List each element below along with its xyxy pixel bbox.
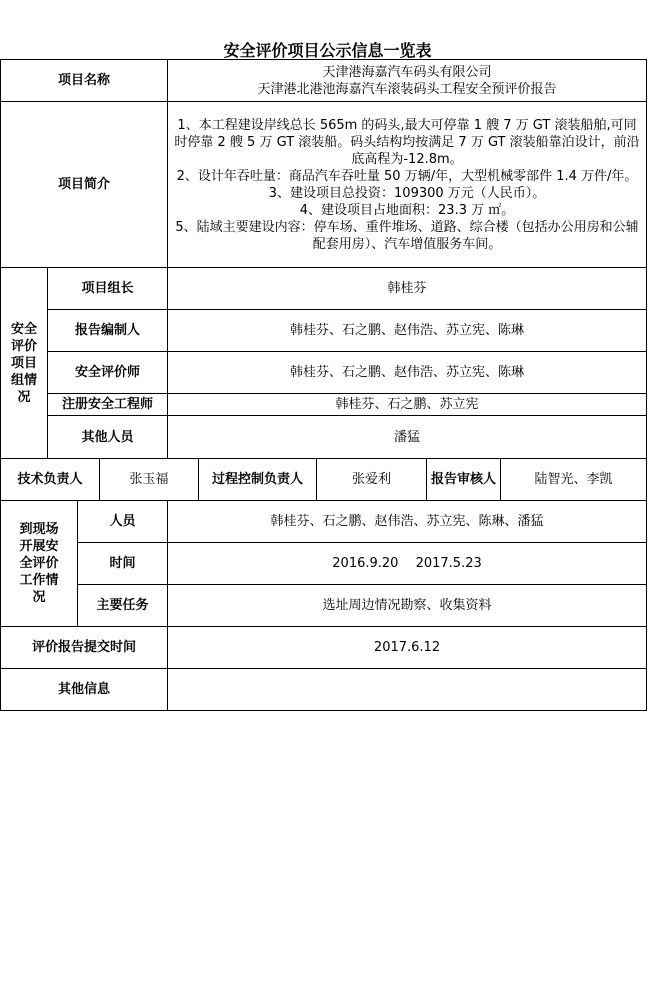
site-personnel-value: 韩桂芬、石之鹏、赵伟浩、苏立宪、陈琳、潘猛 <box>168 501 647 543</box>
team-row-engineers <box>1 394 647 416</box>
info-table <box>0 59 647 711</box>
team-group-label: 安全 评价 项目 组情 况 <box>1 268 48 459</box>
site-task-value: 选址周边情况勘察、收集资料 <box>168 585 647 627</box>
submit-time-row <box>1 627 647 669</box>
submit-time-value: 2017.6.12 <box>168 627 647 669</box>
tech-lead-value: 张玉福 <box>100 459 199 501</box>
intro-line-1: 1、本工程建设岸线总长 565m 的码头,最大可停靠 1 艘 7 万 GT 滚装船舶,可同时停靠 2 艘 5 万 GT 滚装船。码头结构均按满足 7 万 GT 滚装船靠泊设计，前沿底高程为-12.8m。 <box>174 117 640 167</box>
team-label: 其他人员 <box>48 416 168 459</box>
reviewer-value: 陆智光、李凯 <box>501 459 647 501</box>
process-lead-label: 过程控制负责人 <box>199 459 317 501</box>
project-name-value <box>168 60 647 102</box>
other-info-value <box>168 669 647 711</box>
team-label: 项目组长 <box>48 268 168 310</box>
company-name: 天津港海嘉汽车码头有限公司 <box>322 64 492 80</box>
responsible-row <box>1 459 647 501</box>
site-time-value: 2016.9.20 2017.5.23 <box>168 543 647 585</box>
reviewer-label: 报告审核人 <box>427 459 501 501</box>
site-row-personnel <box>1 501 647 543</box>
team-value: 韩桂芬、石之鹏、赵伟浩、苏立宪、陈琳 <box>168 310 647 352</box>
intro-line-2: 2、设计年吞吐量：商品汽车吞吐量 50 万辆/年，大型机械零部件 1.4 万件/年。 <box>176 168 638 184</box>
page-title: 安全评价项目公示信息一览表 <box>223 41 432 60</box>
intro-line-5: 5、陆域主要建设内容：停车场、重件堆场、道路、综合楼（包括办公用房和公辅配套用房）、汽车增值服务车间。 <box>175 219 639 252</box>
project-intro-row <box>1 102 647 268</box>
process-lead-value: 张爱利 <box>317 459 427 501</box>
tech-lead-label: 技术负责人 <box>1 459 100 501</box>
site-row-task <box>1 585 647 627</box>
intro-line-3: 3、建设项目总投资：109300 万元（人民币）。 <box>268 185 546 201</box>
team-value: 韩桂芬 <box>168 268 647 310</box>
site-group-label: 到现场 开展安 全评价 工作情 况 <box>1 501 78 627</box>
team-row-leader <box>1 268 647 310</box>
project-name-row <box>1 60 647 102</box>
team-label: 安全评价师 <box>48 352 168 394</box>
other-info-label: 其他信息 <box>1 669 168 711</box>
site-personnel-label: 人员 <box>78 501 168 543</box>
intro-line-4: 4、建设项目占地面积：23.3 万 ㎡。 <box>299 202 515 218</box>
project-name-label: 项目名称 <box>1 60 168 102</box>
team-value: 潘猛 <box>168 416 647 459</box>
project-intro-value <box>168 102 647 268</box>
team-row-authors <box>1 310 647 352</box>
team-label: 注册安全工程师 <box>48 394 168 416</box>
team-row-others <box>1 416 647 459</box>
team-value: 韩桂芬、石之鹏、苏立宪 <box>168 394 647 416</box>
site-row-time <box>1 543 647 585</box>
other-info-row <box>1 669 647 711</box>
site-task-label: 主要任务 <box>78 585 168 627</box>
submit-time-label: 评价报告提交时间 <box>1 627 168 669</box>
report-name: 天津港北港池海嘉汽车滚装码头工程安全预评价报告 <box>257 81 557 97</box>
team-value: 韩桂芬、石之鹏、赵伟浩、苏立宪、陈琳 <box>168 352 647 394</box>
site-time-label: 时间 <box>78 543 168 585</box>
project-intro-label: 项目简介 <box>1 102 168 268</box>
team-label: 报告编制人 <box>48 310 168 352</box>
team-row-evaluators <box>1 352 647 394</box>
